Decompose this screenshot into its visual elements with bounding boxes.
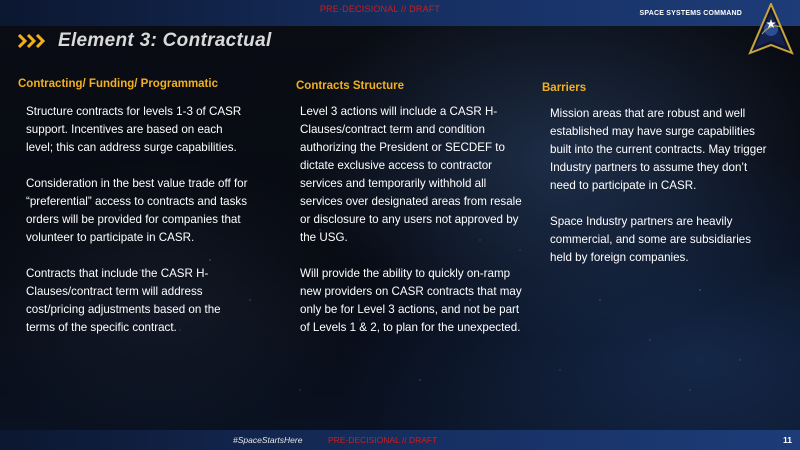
paragraph: Structure contracts for levels 1-3 of CASR support. Incentives are based on each level; this can address surge capabilities. [26,105,242,154]
paragraph: Space Industry partners are heavily commercial, and some are subsidiaries held by foreign companies. [550,215,752,264]
paragraph: Will provide the ability to quickly on-ramp new providers on CASR contracts that may only be for Level 3 actions, and not be part of Levels 1 & 2, to plan for the unexpected. [300,267,522,334]
column-heading: Contracts Structure [296,80,404,92]
column-heading: Contracting/ Funding/ Programmatic [18,78,218,90]
paragraph: Level 3 actions will include a CASR H-Clauses/contract term and condition authorizing the President or SECDEF to dictate exclusive access to contractor services and temporarily withhold all services over designated areas from resale or disclosure to any users not approved by the USG. [300,105,522,244]
classification-banner-top: PRE-DECISIONAL // DRAFT [319,4,441,14]
column-heading: Barriers [542,82,587,94]
top-bar [0,0,800,26]
column-contracting [18,78,258,355]
paragraph: Contracts that include the CASR H-Clauses/contract term will address cost/pricing adjustments based on the terms of the specific contract. [26,267,221,334]
classification-banner-bottom: PRE-DECISIONAL // DRAFT [328,435,438,445]
hashtag: #SpaceStartsHere [233,435,303,445]
page-number: 11 [783,435,792,445]
bottom-bar [0,430,800,450]
title-row [18,30,272,52]
column-barriers [542,82,782,285]
column-contracts-structure [296,80,532,355]
paragraph: Consideration in the best value trade off for “preferential” access to contracts and tasks orders will be provided for companies that volunteer to participate in CASR. [26,177,248,244]
page-title: Element 3: Contractual [58,30,272,51]
triple-chevron-icon [18,34,48,48]
org-name: SPACE SYSTEMS COMMAND [639,10,742,17]
space-systems-command-logo [748,3,794,61]
paragraph: Mission areas that are robust and well established may have surge capabilities built into the current contracts. May trigger Industry partners to assume they don’t need to participate in CASR. [550,107,767,192]
